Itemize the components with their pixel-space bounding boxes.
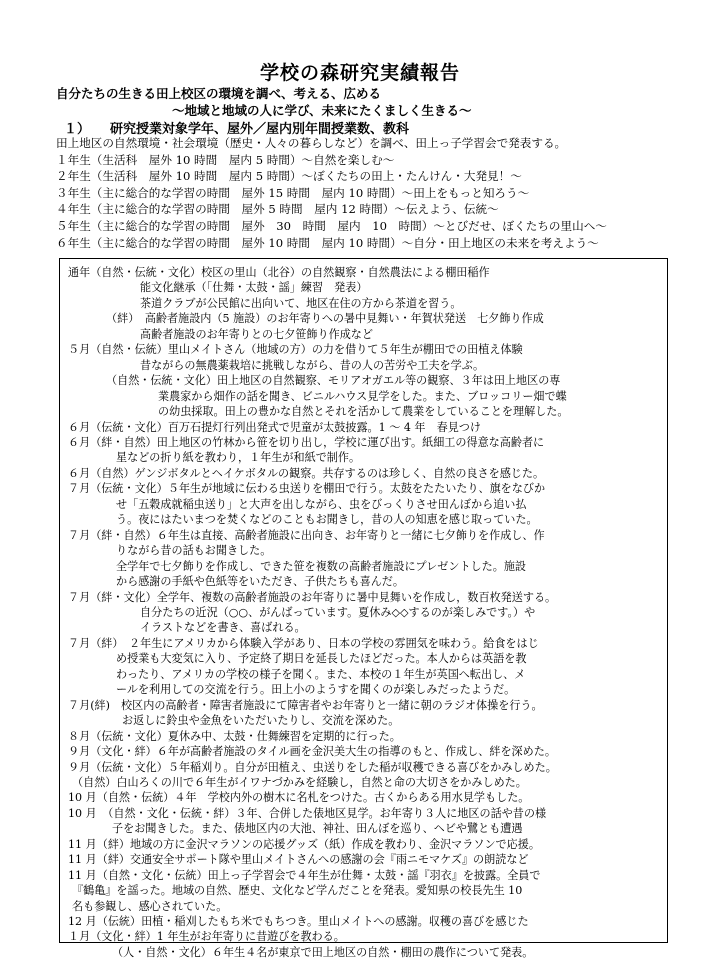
grade-line: ２年生（生活科 屋外 10 時間 屋内 5 時間）～ぼくたちの田上・たんけん・大発見！～ (56, 169, 522, 184)
activity-line: 業農家から畑作の話を聞き、ビニルハウス見学をした。また、ブロッコリー畑で蝶 (158, 389, 567, 403)
activity-line: 11 月（絆）交通安全サポート隊や里山メイトさんへの感謝の会『雨ニモマケズ』の朗読など (68, 853, 529, 867)
activity-line: 11 月（絆）地域の方に金沢マラソンの応援グッズ（紙）作成を教わり、金沢マラソンで応援。 (68, 837, 540, 851)
activity-line: 星などの折り紙を教わり，１年生が和紙で制作。 (116, 451, 361, 465)
activity-line: わったり、アメリカの学校の様子を聞く。また、本校の１年生が英国へ転出し、メ (116, 667, 526, 681)
activity-line: ６月（自然）ゲンジボタルとヘイケボタルの観察。共存するのは珍しく、自然の良さを感じた。 (68, 466, 545, 480)
activity-line: 能文化継承（「仕舞・太鼓・謡」練習 発表） (140, 281, 368, 295)
activity-line: 12 月（伝統）田植・稲刈したもち米でもちつき。里山メイトへの感謝。収穫の喜びを感じた (68, 915, 529, 929)
section-number: １） (64, 122, 91, 137)
activity-line: ７月（伝統・文化）５年生が地域に伝わる虫送りを棚田で行う。太鼓をたたいたり、旗をなびか (68, 482, 546, 496)
activity-line: め授業も大変気に入り、予定終了期日を延長したほどだった。本人からは英語を教 (116, 652, 527, 666)
activity-line: ７月（絆・文化）全学年、複数の高齢者施設のお年寄りに暑中見舞いを作成し，数百枚発送する。 (68, 590, 557, 604)
activity-line: （自然・伝統・文化）田上地区の自然観察、モリアオガエル等の観察、３年は田上地区の専 (106, 374, 561, 388)
activity-line: （絆） 高齢者施設内（5 施設）のお年寄りへの暑中見舞い・年賀状発送 七夕飾り作成 (106, 312, 544, 326)
activity-line: ８月（伝統・文化）夏休み中、太鼓・仕舞練習を定期的に行った。 (68, 729, 401, 743)
activity-line: 名も参観し、感心されていた。 (72, 899, 228, 913)
activity-line: ９月（文化・絆）６年が高齢者施設のタイル画を金沢美大生の指導のもと、作成し、絆を深めた。 (68, 745, 556, 759)
subtitle-theme: 自分たちの生きる田上校区の環境を調べ、考える、広める (56, 86, 382, 101)
activity-line: から感謝の手紙や色紙等をいただき、子供たちも喜んだ。 (116, 575, 404, 589)
grade-line: ３年生（主に総合的な学習の時間 屋外 15 時間 屋内 10 時間）～田上をもっと知ろう～ (56, 185, 530, 200)
activity-record-box (59, 258, 668, 959)
activity-line: お返しに鈴虫や金魚をいただいたりし、交流を深めた。 (122, 714, 400, 728)
activity-line: 茶道クラブが公民館に出向いて、地区在住の方から茶道を習う。 (140, 296, 462, 310)
activity-line: う。夜にはたいまつを焚くなどのこともお聞きし，昔の人の知恵を感じ取っていた。 (116, 513, 538, 527)
intro-summary-line: 田上地区の自然環境・社会環境（歴史・人々の暮らしなど）を調べ、田上っ子学習会で発表する。 (56, 136, 567, 150)
activity-line: せ「五穀成就稲虫送り」と大声を出しながら、虫をびっくりさせ田んぼから追い払 (116, 497, 527, 511)
activity-line: 子をお聞きした。また、俵地区内の大池、神社、田んぼを巡り、ヘビや鷺とも遭遇 (112, 822, 523, 836)
activity-line: 11 月（自然・文化・伝統）田上っ子学習会で４年生が仕舞・太鼓・謡『羽衣』を披露。全員で (68, 868, 541, 882)
activity-line: りながら昔の話もお聞きした。 (116, 544, 272, 558)
activity-line: （自然）白山ろくの川で６年生がイワナづかみを経験し，自然と命の大切さをかみしめた。 (72, 775, 527, 789)
subtitle-motto: ～地域と地域の人に学び、未来にたくましく生きる～ (172, 103, 472, 118)
activity-line: ７月（絆・自然）６年生は直接、高齢者施設に出向き、お年寄りと一緒に七夕飾りを作成し、作 (68, 528, 545, 542)
intro-paragraph (56, 135, 720, 251)
activity-line: ６月（伝統・文化）百万石提灯行列出発式で児童が太鼓披露。1 ～ 4 年 春見つけ (68, 420, 481, 434)
activity-line: 10 月（自然・伝統）４年 学校内外の樹木に名札をつけた。古くからある用水見学もした。 (68, 791, 530, 805)
section-heading-text: 研究授業対象学年、屋外／屋内別年間授業数、教科 (110, 122, 410, 137)
activity-line: 自分たちの近況（○○、がんばっています。夏休み◇◇するのが楽しみです。）や (140, 605, 536, 619)
activity-line: 高齢者施設のお年寄りとの七夕笹飾り作成など (140, 327, 373, 341)
grade-line: ５年生（主に総合的な学習の時間 屋外 30 時間 屋内 10 時間）～とびだせ、ぼくたちの里山へ～ (56, 218, 607, 233)
activity-line: ６月（絆・自然）田上地区の竹林から笹を切り出し，学校に運び出す。紙細工の得意な高齢者に (68, 435, 545, 449)
activity-line: ７月(絆) 校区内の高齢者・障害者施設にて障害者やお年寄りと一緒に朝のラジオ体操を行う。 (68, 698, 543, 712)
activity-line: 通年（自然・伝統・文化）校区の里山（北谷）の自然観察・自然農法による棚田稲作 (68, 266, 490, 279)
activity-line: ５月（自然・伝統）里山メイトさん（地域の方）の力を借りて５年生が棚田での田植え体験 (68, 343, 523, 357)
activity-line: イラストなどを書き、喜ばれる。 (140, 621, 306, 635)
activity-line: ７月（絆） ２年生にアメリカから体験入学があり、日本の学校の雰囲気を味わう。給食をはじ (68, 636, 539, 650)
activity-line: （人・自然・文化）６年生４名が東京で田上地区の自然・棚田の農作について発表。 (112, 945, 534, 959)
activity-line: 『鶴亀』を謡った。地域の自然、歴史、文化など学んだことを発表。愛知県の校長先生 10 (72, 884, 523, 898)
page-title: 学校の森研究実績報告 (259, 62, 460, 84)
grade-line: ６年生（主に総合的な学習の時間 屋外 10 時間 屋内 10 時間）～自分・田上地区の未来を考えよう～ (56, 235, 599, 250)
grade-line: ４年生（主に総合的な学習の時間 屋外 5 時間 屋内 12 時間）～伝えよう、伝統～ (56, 202, 499, 217)
activity-line: の幼虫採取。田上の豊かな自然とそれを活かして農業をしていることを理解した。 (158, 405, 569, 419)
activity-line: 10 月 （自然・文化・伝統・絆）３年、合併した俵地区見学。お年寄り３人に地区の話や昔の様 (68, 806, 547, 820)
activity-record-list (68, 265, 662, 960)
activity-line: ９月（伝統・文化）５年稲刈り。自分が田植え、虫送りをした稲が収穫できる喜びをかみしめた。 (68, 760, 557, 774)
activity-line: 全学年で七夕飾りを作成し、できた笹を複数の高齢者施設にプレゼントした。施設 (116, 559, 527, 573)
activity-line: ールを利用しての交流を行う。田上小のようすを聞くのが楽しみだったようだ。 (116, 683, 516, 697)
activity-line: 昔ながらの無農薬栽培に挑戦しながら、昔の人の苦労や工夫を学ぶ。 (140, 358, 485, 372)
activity-line: １月（文化・絆）1 年生がお年寄りに昔遊びを教わる。 (68, 930, 345, 944)
grade-line: １年生（生活科 屋外 10 時間 屋内 5 時間）～自然を楽しむ～ (56, 152, 395, 167)
